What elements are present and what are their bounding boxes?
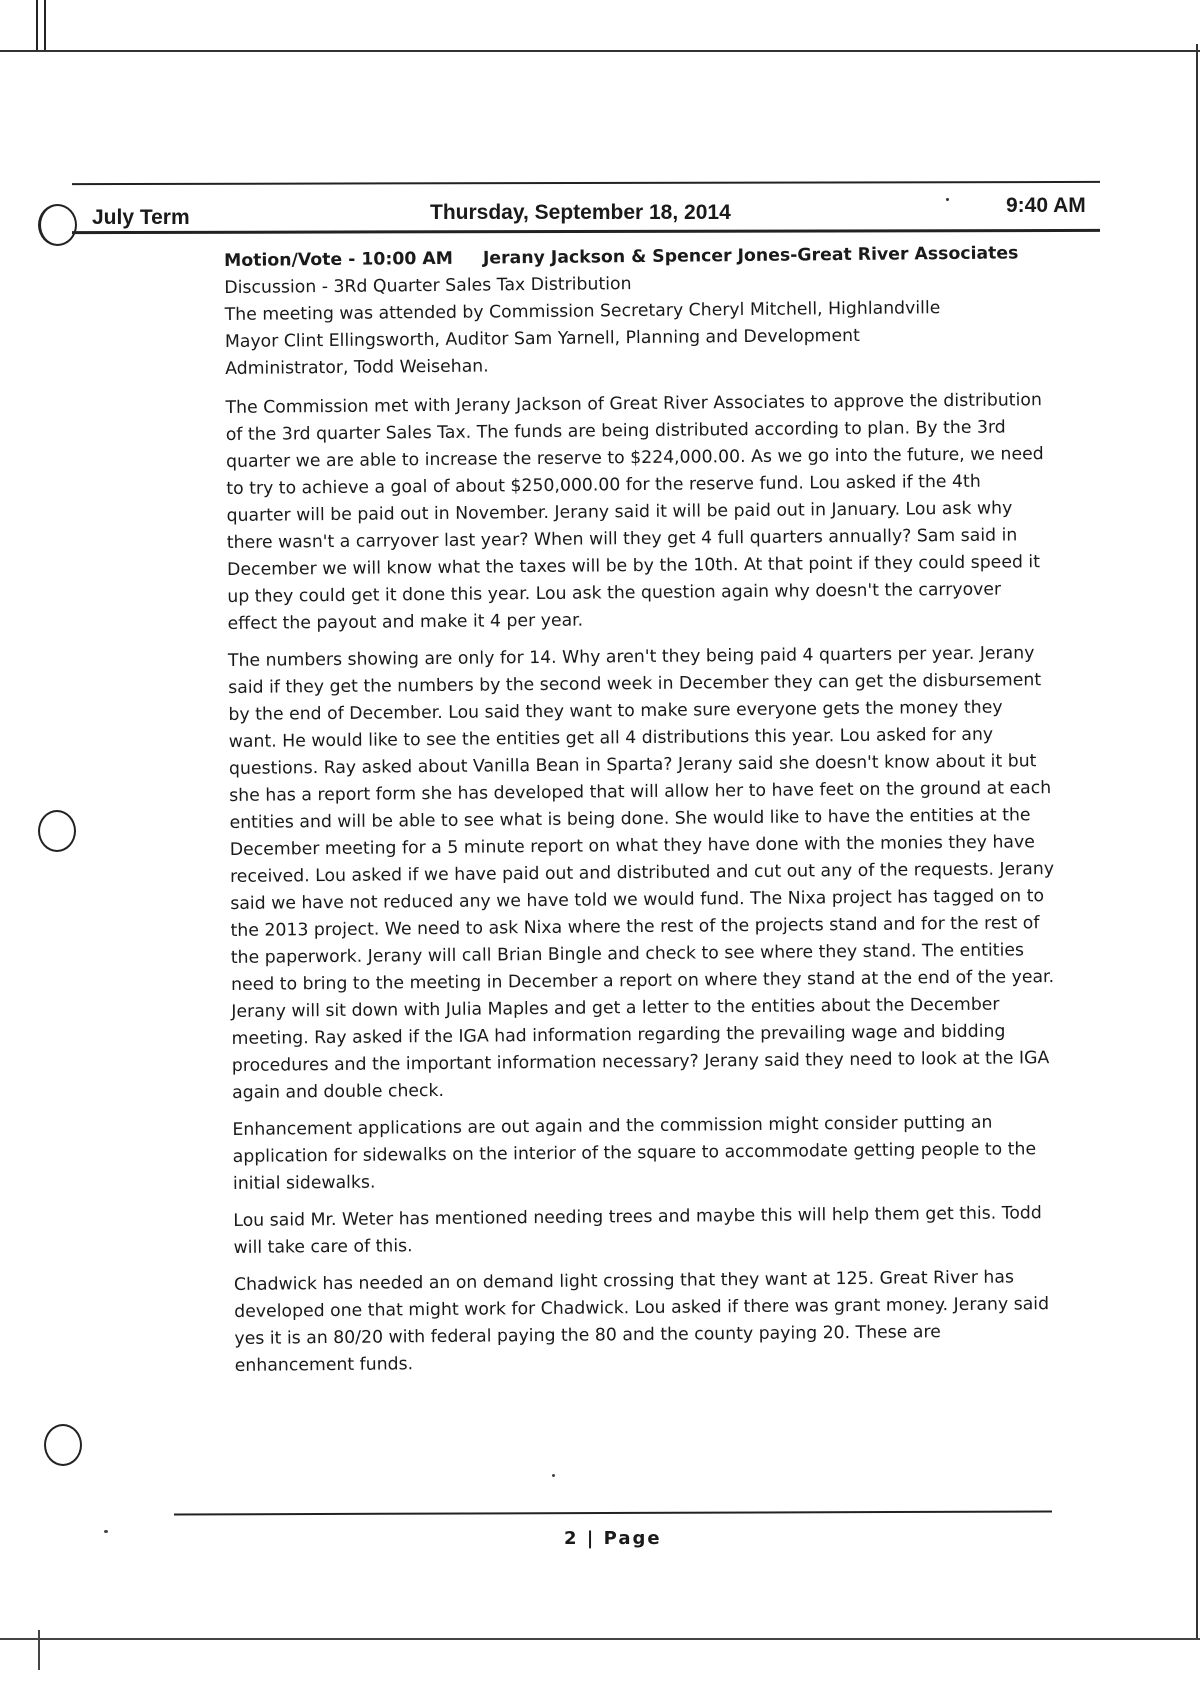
scan-edge-line xyxy=(1196,44,1198,1640)
attendance-line: Mayor Clint Ellingsworth, Auditor Sam Yarnell, Planning and Development xyxy=(224,325,860,352)
motion-guest: Jerany Jackson & Spencer Jones-Great River Associates xyxy=(482,243,1019,269)
motion-label: Motion/Vote - 10:00 AM xyxy=(224,248,454,271)
punch-hole-icon xyxy=(38,204,77,246)
stray-mark xyxy=(946,198,949,201)
minutes-paragraph: Enhancement applications are out again and the commission might consider putting an application for sidewalks on the interior of the square to accommodate getting people to the initial sidewalks. xyxy=(232,1112,1037,1194)
page-number: 2 | Page xyxy=(564,1528,662,1549)
scan-edge-line xyxy=(36,0,38,52)
minutes-paragraph: The numbers showing are only for 14. Why aren't they being paid 4 quarters per year. Jerany said if they get the numbers by the second week in December they can get the disbursement by the end of December. Lou said they want to make sure everyone gets the money they want. He would like to see the entities get all 4 distributions this year. Lou asked for any questions. Ray asked about Vanilla Bean in Sparta? Jerany said she doesn't know about it but she has a report form she has developed that will allow her to have feet on the ground at each entities and will be able to see what is being done. She would like to have the entities at the December meeting for a 5 minute report on what they have done with the monies they have received. Lou asked if we have paid out and distributed and cut out any of the requests. Jerany said we have not reduced any we have told we would fund. The Nixa project has tagged on to the 2013 project. We need to ask Nixa where the rest of the projects stand and for the rest of the paperwork. Jerany will call Brian Bingle and check to see where they stand. The entities need to bring to the meeting in December a report on where they stand at the end of the year. Jerany will sit down with Julia Maples and get a letter to the entities about the December meeting. Ray asked if the IGA had information regarding the prevailing wage and bidding procedures and the important information necessary? Jerany said they need to look at the IGA again and double check. xyxy=(227,643,1055,1103)
minutes-paragraph: Lou said Mr. Weter has mentioned needing trees and maybe this will help them get this. Todd will take care of this. xyxy=(233,1203,1042,1258)
minutes-paragraph: The Commission met with Jerany Jackson of Great River Associates to approve the distribution of the 3rd quarter Sales Tax. The funds are being distributed according to plan. By the 3rd quarter we are able to increase the reserve to $224,000.00. As we go into the future, we need to try to achieve a goal of about $250,000.00 for the reserve fund. Lou asked if the 4th quarter will be paid out in November. Jerany said it will be paid out in January. Lou ask why there wasn't a carryover last year? When will they get 4 full quarters annually? Sam said in December we will know what the taxes will be by the 10th. At that point if they could speed it up they could get it done this year. Lou ask the question again why doesn't the carryover effect the payout and make it 4 per year. xyxy=(225,390,1044,634)
scan-edge-line xyxy=(0,1638,1200,1640)
scan-edge-line xyxy=(0,50,1200,52)
stray-mark xyxy=(104,1530,108,1533)
agenda-intro xyxy=(224,240,1049,383)
term-label: July Term xyxy=(92,206,190,229)
scan-edge-line xyxy=(44,0,46,52)
meeting-date: Thursday, September 18, 2014 xyxy=(430,201,731,224)
minutes-body xyxy=(224,240,1059,1380)
meeting-time: 9:40 AM xyxy=(1006,194,1086,217)
scan-edge-line xyxy=(38,1630,40,1670)
header-rule xyxy=(72,229,1100,234)
punch-hole-icon xyxy=(38,810,76,852)
stray-mark xyxy=(552,1474,555,1477)
attendance-line: Administrator, Todd Weisehan. xyxy=(225,356,489,379)
attendance-line: The meeting was attended by Commission Secretary Cheryl Mitchell, Highlandville xyxy=(224,298,941,325)
header-rule xyxy=(72,181,1100,185)
discussion-line: Discussion - 3Rd Quarter Sales Tax Distribution xyxy=(224,274,632,298)
minutes-paragraph: Chadwick has needed an on demand light crossing that they want at 125. Great River has developed one that might work for Chadwick. Lou asked if there was grant money. Jerany said yes it is an 80/20 with federal paying the 80 and the county paying 20. These are enhancement funds. xyxy=(233,1267,1050,1376)
punch-hole-icon xyxy=(44,1424,82,1466)
footer-rule xyxy=(174,1510,1052,1515)
